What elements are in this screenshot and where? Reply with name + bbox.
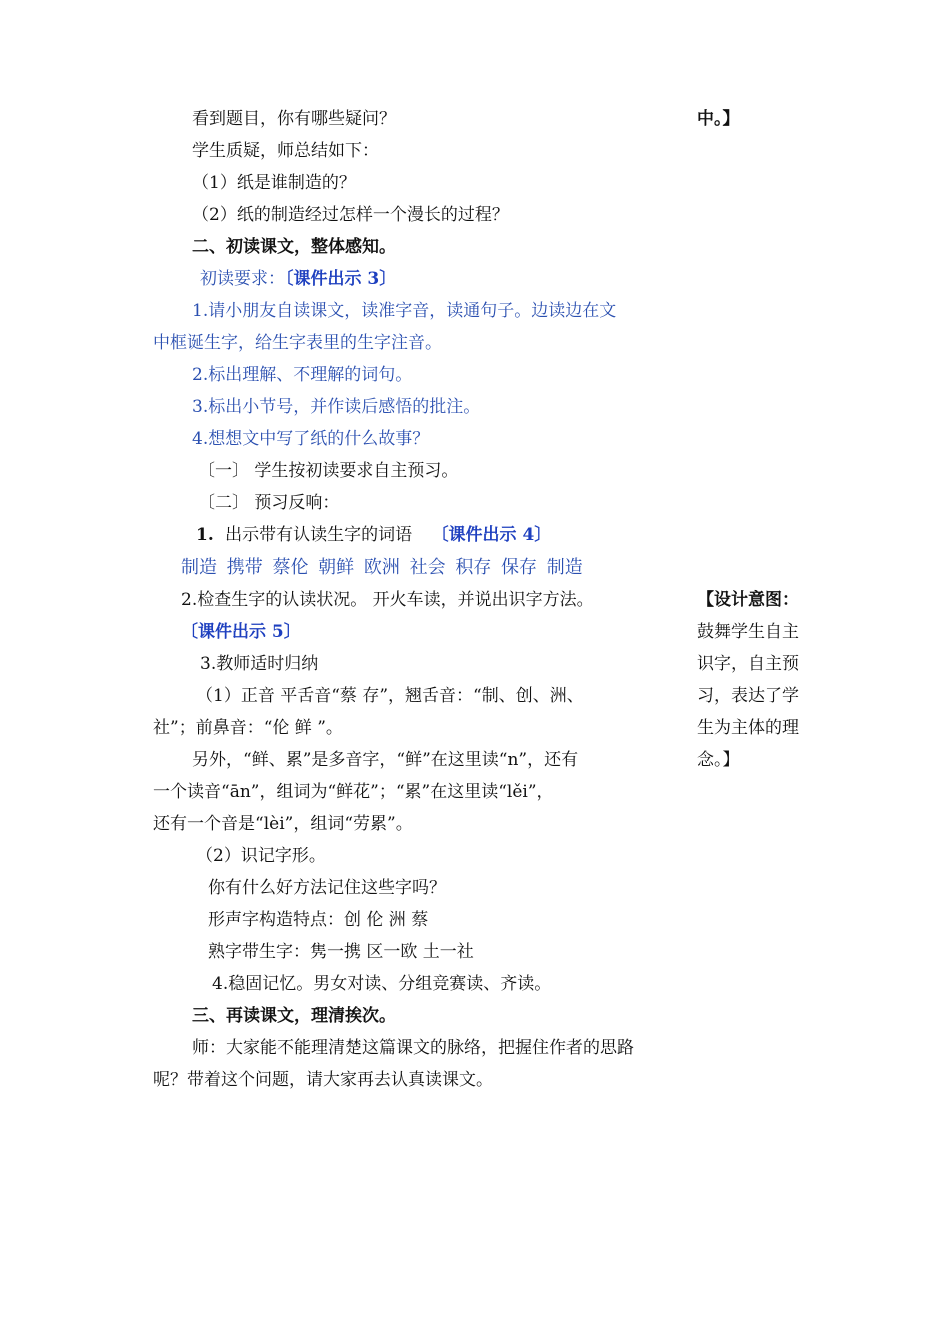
teacher-line-2: 呢？带着这个问题，请大家再去认真读课文。 bbox=[153, 1070, 493, 1090]
item-text: 出示带有认读生字的词语 bbox=[225, 525, 413, 545]
design-intent-line-4: 生为主体的理 bbox=[697, 718, 799, 738]
preview-item-2: 2.检查生字的认读状况。 开火车读，并说出识字方法。 bbox=[181, 590, 594, 610]
section-heading-2: 二、初读课文，整体感知。 bbox=[192, 237, 396, 257]
requirement-4: 4.想想文中写了纸的什么故事？ bbox=[192, 429, 430, 449]
reading-requirements bbox=[200, 268, 396, 290]
slide-tag-3: 〔课件出示 3〕 bbox=[285, 269, 397, 289]
question-1: （1）纸是谁制造的？ bbox=[192, 173, 356, 193]
requirement-2: 2.标出理解、不理解的词句。 bbox=[192, 365, 413, 385]
design-intent-title: 【设计意图： bbox=[697, 590, 799, 610]
phonetic-structure: 形声字构造特点：创 伦 洲 蔡 bbox=[208, 910, 429, 930]
slide-tag-4: 〔课件出示 4〕 bbox=[431, 525, 552, 545]
design-intent-line-1: 鼓舞学生自主 bbox=[697, 622, 799, 642]
step-1: 〔一〕 学生按初读要求自主预习。 bbox=[198, 461, 459, 481]
pronunciation-line-1: （1）正音 平舌音“蔡 存”，翘舌音：“制、创、洲、 bbox=[196, 686, 584, 706]
pronunciation-line-2: 社”；前鼻音：“伦 鲜 ”。 bbox=[153, 718, 343, 738]
design-intent-line-5: 念。】 bbox=[697, 750, 740, 770]
glyph-memory-heading: （2）识记字形。 bbox=[196, 846, 326, 866]
question-prompt: 看到题目，你有哪些疑问？ bbox=[192, 109, 396, 129]
requirement-1b: 中框诞生字，给生字表里的生字注音。 bbox=[153, 333, 442, 353]
item-number: 1. bbox=[196, 525, 214, 545]
preview-item-4: 4.稳固记忆。男女对读、分组竞赛读、齐读。 bbox=[212, 974, 552, 994]
teacher-line-1: 师：大家能不能理清楚这篇课文的脉络，把握住作者的思路 bbox=[192, 1038, 634, 1058]
requirement-3: 3.标出小节号，并作读后感悟的批注。 bbox=[192, 397, 481, 417]
glyph-memory-question: 你有什么好方法记住这些字吗？ bbox=[208, 878, 446, 898]
preview-item-1 bbox=[196, 524, 551, 546]
teacher-summary: 学生质疑，师总结如下： bbox=[192, 141, 379, 161]
design-intent-line-2: 识字，自主预 bbox=[697, 654, 799, 674]
design-intent-line-3: 习，表达了学 bbox=[697, 686, 799, 706]
requirement-1a: 1.请小朋友自读课文，读准字音，读通句子。边读边在文 bbox=[192, 301, 617, 321]
known-character-method: 熟字带生字：隽一携 区一欧 土一社 bbox=[208, 942, 474, 962]
step-2: 〔二〕 预习反响： bbox=[198, 493, 340, 513]
note-continuation: 中。】 bbox=[697, 109, 740, 129]
polyphone-line-2: 一个读音“ān”，组词为“鲜花”；“累”在这里读“lěi”， bbox=[153, 782, 554, 802]
vocabulary-words: 制造 携带 蔡伦 朝鲜 欧洲 社会 积存 保存 制造 bbox=[181, 557, 583, 578]
polyphone-line-3: 还有一个音是“lèi”，组词“劳累”。 bbox=[153, 814, 413, 834]
preview-item-3: 3.教师适时归纳 bbox=[200, 654, 319, 674]
question-2: （2）纸的制造经过怎样一个漫长的过程？ bbox=[192, 205, 509, 225]
polyphone-line-1: 另外，“鲜、累”是多音字，“鲜”在这里读“n”，还有 bbox=[192, 750, 579, 770]
requirements-label: 初读要求： bbox=[200, 269, 285, 289]
slide-tag-5: 〔课件出示 5〕 bbox=[181, 622, 301, 642]
section-heading-3: 三、再读课文，理清挨次。 bbox=[192, 1006, 396, 1026]
